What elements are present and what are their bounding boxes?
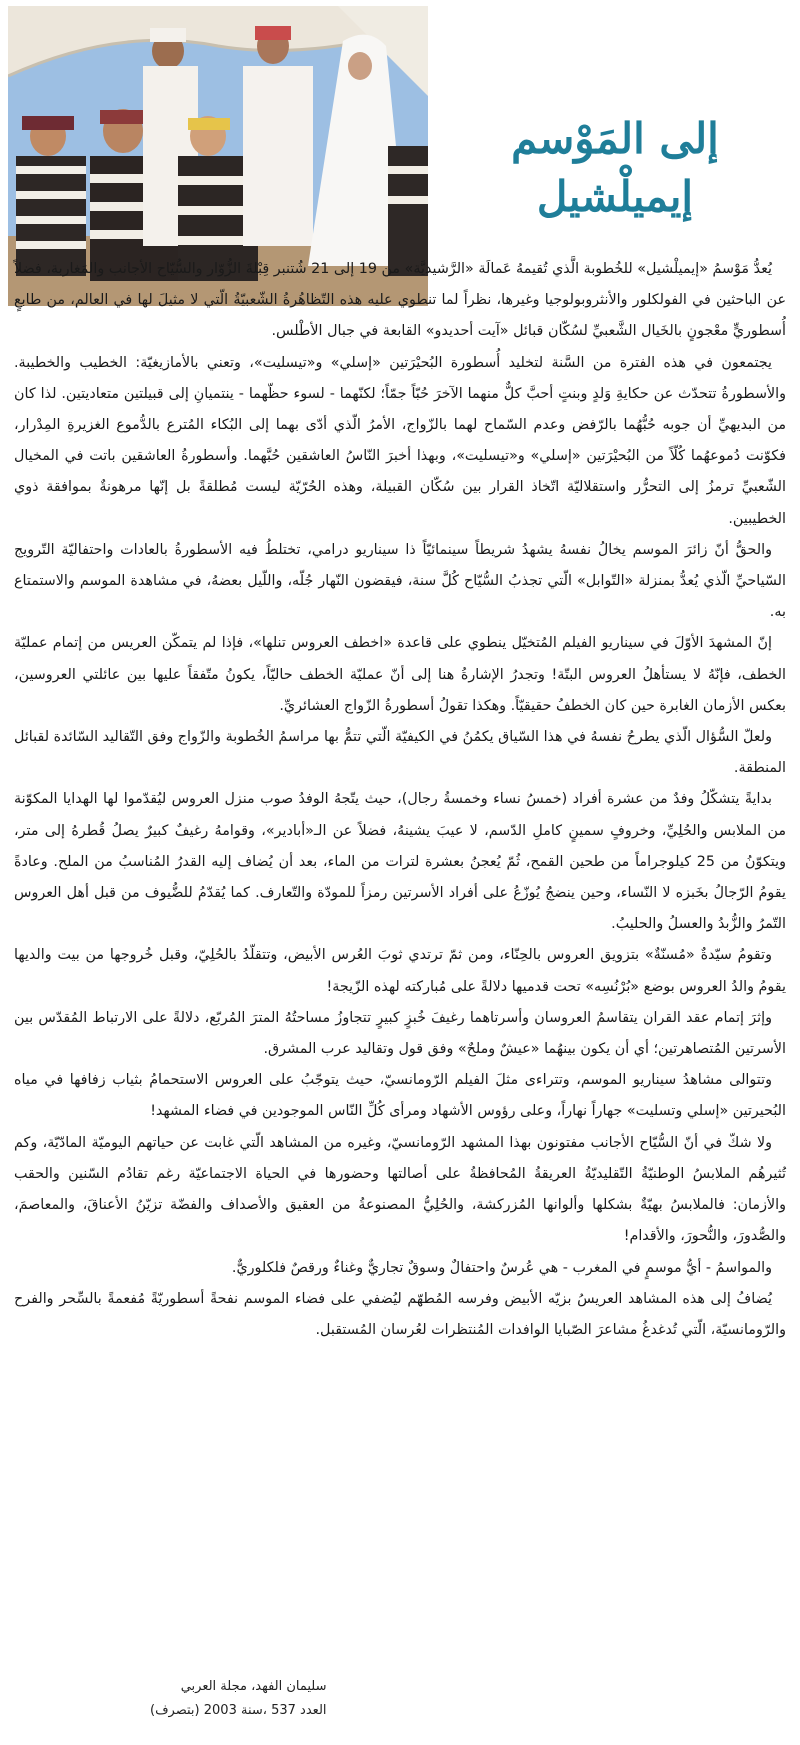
paragraph-10: ولا شكّ في أنّ السُّيّاح الأجانب مفتونون بهذا المشهد الرّومانسيّ، وغيره من المشاهد الّتي غابت عن حياتهم اليوميّة المادّيّة، وكم تُثيرهُم الملابسُ الوطنيّةُ التّقليديّةُ العريقةُ المُحافظةُ على أصالتها وحضورها في الحياة الاجتماعيّة رغم تقادُم السّنين والحقب والأزمان: فالملابسُ بهيّةٌ بشكلها وألوانها المُزركشة، والحُلِيُّ المصنوعةُ من العقيق والأصداف والفضّة تزيّنُ الأعناقَ، والمعاصمَ، والصُّدورَ، والنُّحورَ، والأقدام! bbox=[14, 1134, 786, 1245]
article-title bbox=[440, 110, 790, 226]
paragraph-4: إنّ المشهدَ الأوّلَ في سيناريو الفيلم المُتخيّل ينطوي على قاعدة «اخطف العروس تنلها»، فإذا لم يتمكّن العريس من إتمام عمليّة الخطف، فإنّهُ لا يستأهلُ العروس البتّة! وتجدرُ الإشارةُ هنا إلى أنّ عمليّة الخطف حاليّاً، يكونُ متّفقاً عليها بين عائلتي العروسين، بعكس الأزمان الغابرة حين كان الخطفُ حقيقيّاً. وهكذا تقولُ أسطورةُ الزّواج العشائريِّ. bbox=[14, 635, 786, 714]
paragraph-5: ولعلّ السُّؤال الّذي يطرحُ نفسهُ في هذا السّياق يكمُنُ في الكيفيّة الّتي تتمُّ بها مراسمُ الخُطوبة والزّواج وفق التّقاليد السّائدة لقبائل المنطقة. bbox=[14, 729, 786, 777]
paragraph-9: وتتوالى مشاهدُ سيناريو الموسم، وتتراءى مثلَ الفيلم الرّومانسيّ، حيث يتوجّبُ على العروس الاستحمامُ بثياب زفافها في مياه البُحيرتين «إسلي وتسليت» جهاراً نهاراً، وعلى رؤوس الأشهاد ومرأى كُلِّ النّاس الموجودين في فضاء المشهد! bbox=[14, 1072, 786, 1120]
paragraph-2: يجتمعون في هذه الفترة من السَّنة لتخليد أُسطورة البُحيْرَتين «إسلي» و«تيسليت»، وتعني بالأمازيغيّة: الخطيب والخطيبة. والأسطورةُ تتحدّث عن حكايةِ وَلدٍ وبنتٍ أحبَّ كلٌّ منهما الآخرَ حُبّاً جمّاً؛ لكنّهما - لسوء حظّهما - ينتميانِ إلى قبيلتين متعاديتين. لذا كان من البديهيِّ أن جوبه حُبُّهُما بالرّفض وعدم السّماح لهما بالزّواج، الأمرُ الّذي أدّى بهما إلى البُكاء المُترع بالدُّموع الغزيرةِ المِدْرار، فكوّنت دُموعهُما كُلّاً من البُحيْرَتين «إسلي» و«تيسليت»، وبهذا أخبرَ النّاسُ العاشقين حُبَّهما. وأسطورةُ العاشقين باتت في المخيال الشّعبيِّ ترمزُ إلى التحرُّر واستقلاليّة اتّخاذ القرار بين سُكّان القبيلة، وهذه الحُرّيّة ليست مُطلقةً بل إنّها مرهونةٌ بموافقة ذوي الخطيبين. bbox=[14, 354, 786, 527]
paragraph-3: والحقُّ أنّ زائرَ الموسم يخالُ نفسهُ يشهدُ شريطاً سينمائيّاً ذا سيناريو درامي، تختلطُ فيه الأسطورةُ بالعادات واحتفاليّة التّرويج السّياحيِّ الّذي يُعدُّ بمنزلة «التّوابل» الّتي تجذبُ السُّيّاح كُلَّ سنة، فيقضون النّهار جُلّه، واللّيل بعضهُ، في مشاهدة الموسم والاستمتاع به. bbox=[14, 541, 786, 621]
title-line-2: إيميلْشيل bbox=[536, 172, 694, 221]
article-body bbox=[14, 254, 786, 1346]
citation-issue: العدد 537 ،سنة 2003 (بتصرف) bbox=[150, 1703, 327, 1718]
paragraph-8: وإثرَ إتمام عقد القران يتقاسمُ العروسان وأسرتاهما رغيفَ خُبزٍ كبيرٍ تتجاوزُ مساحتُهُ المترَ المُربّع، دلالةً على الارتباط المُقدّس بين الأسرتين المُتصاهرتين؛ أي أن يكون بينهُما «عيشٌ وملحٌ» وفق قول وتقاليد عرب المشرق. bbox=[14, 1009, 786, 1058]
source-citation bbox=[150, 1675, 327, 1723]
paragraph-12: يُضافُ إلى هذه المشاهد العريسُ بزيّه الأبيض وفرسه المُطهّم ليُضفي على فضاء الموسم نفحةً أسطوريّةً مُفعمةً بالسِّحر والفرح والرّومانسيّة، الّتي تُدغدغُ مشاعرَ الصّبايا الوافدات المُنتظرات لعُرسان المُستقبل. bbox=[14, 1290, 786, 1338]
paragraph-7: وتقومُ سيّدةٌ «مُسنّةٌ» بتزويق العروس بالحِنّاء، ومن ثمّ ترتدي ثوبَ العُرس الأبيض، وتتقلّدُ بالحُلِيّ، وقبل خُروجها من بيت والديها يقومُ والدُ العروس بوضع «بُرْنُسِه» تحت قدميها دلالةً على مُباركته لهذه الزّيجة! bbox=[14, 947, 786, 995]
paragraph-1: يُعدُّ مَوْسمُ «إيميلْشيل» للخُطوبة الَّذي تُقيمهُ عَمالَة «الرَّشيديَّة» من 19 إلى 21 شُتنبر قِبْلةَ الزُّوّار والسُّيّاح الأجانب والمَغاربة، فضلاً عن الباحثين في الفولكلور والأنثروبولوجيا وغيرها، نظراً لما تنطوي عليه هذه التّظاهُرةُ الشّعبيّةُ الّتي لا مثيلَ لها في العالم، من طابعٍ أُسطوريٍّ معْجونٍ بالخَيال الشَّعبيِّ لسُكّان قبائل «آيت أحديدو» القابعة في جبال الأطْلس. bbox=[14, 261, 786, 340]
citation-author: سليمان الفهد، مجلة العربي bbox=[180, 1679, 327, 1694]
title-line-1: إلى المَوْسم bbox=[511, 114, 719, 163]
paragraph-11: والمواسمُ - أيُّ موسمٍ في المغرب - هي عُرسٌ واحتفالٌ وسوقٌ تجاريٌّ وغناءٌ ورقصٌ فلكلوريٌّ. bbox=[231, 1259, 772, 1276]
paragraph-6: بدايةً يتشكّلُ وفدٌ من عشرة أفراد (خمسُ نساء وخمسةُ رجال)، حيث يتّجهُ الوفدُ صوب منزل العروس ليُقدّموا لها الهدايا المكوّنة من الملابس والحُلِيِّ، وخروفٍ سمينٍ كاملِ الدّسم، لا عيبَ يشينهُ، فضلاً عن الـ«أبادير»، وقوامهُ رغيفٌ كبيرٌ يصلُ قُطرهُ إلى متر، ويتكوّنُ من 25 كيلوجراماً من طحين القمح، ثُمّ يُعجنُ بعشرة لترات من الماء، بعد أن يُضاف إليه القدرُ المُناسبُ من الملح. وعادةً يقومُ الرّجالُ بخَبزه لا النّساء، وحين ينضجُ يُوزّعُ على أفراد الأسرتين رمزاً للمودّة والتّعارف. كما يُقدّمُ للضُّيوف من قبل أهل العروس التّمرُ والزُّبدُ والعسلُ والحليبُ. bbox=[14, 791, 786, 933]
